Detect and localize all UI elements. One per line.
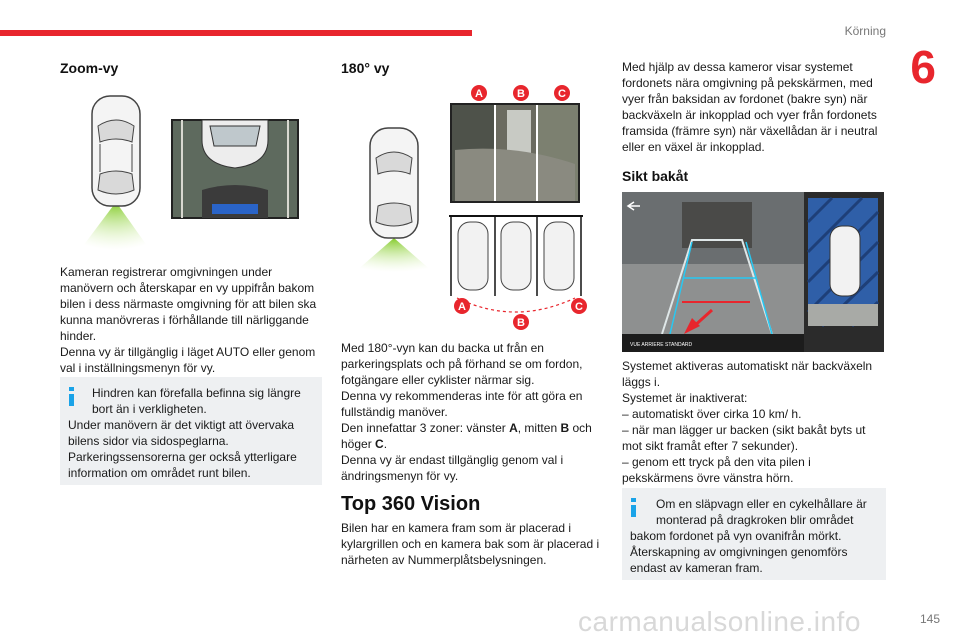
top-360-heading: Top 360 Vision (341, 493, 481, 515)
zone-c-text: C (375, 437, 384, 451)
chapter-number: 6 (910, 41, 936, 93)
view-180-heading: 180° vy (341, 60, 390, 76)
text-line: Med 180°-vyn kan du backa ut från en (341, 341, 544, 355)
text-line: eller en växel är inkopplad. (622, 140, 765, 154)
top-360-description (341, 520, 605, 568)
text-line: hinder. (60, 329, 97, 343)
marker-c-label: C (558, 88, 566, 100)
text-span: och (569, 421, 592, 435)
text-line: fordonets nära omgivning på pekskärmen, med (622, 76, 873, 90)
car-top-icon (830, 226, 860, 296)
zone-b-text: B (560, 421, 570, 435)
text-line: bort än i verkligheten. (92, 402, 207, 416)
text-line: Hindren kan förefalla befinna sig längre (92, 386, 301, 400)
text-line: bilens sidor via sidospeglarna. (68, 434, 229, 448)
warning-note-box (60, 377, 322, 485)
view-180-description (341, 340, 605, 484)
zones-line (341, 420, 605, 436)
view-180-illustration (341, 82, 591, 332)
text-line: mot sikt framåt efter 7 sekunder). (622, 439, 799, 453)
text-line: manövern och återskapar en vy uppifrån bakom (60, 281, 315, 295)
text-span: . (383, 437, 388, 451)
text-line: Denna vy är tillgänglig i läget AUTO eller genom (60, 345, 316, 359)
text-line: bilen i dess närmaste omgivning för att bilen ska (60, 297, 317, 311)
text-line: Parkeringssensorerna ger också ytterligare (68, 450, 297, 464)
text-line: Om en släpvagn eller en cykelhållare är (656, 497, 867, 511)
text-line: Under manövern är det viktigt att övervaka (68, 418, 295, 432)
marker-b-label: B (517, 88, 525, 100)
text-line: – genom ett tryck på den vita pilen i (622, 455, 811, 469)
text-line: information om området runt bilen. (68, 466, 251, 480)
marker-a-label: A (458, 301, 466, 313)
zoom-view-illustration (60, 90, 310, 250)
car-top-icon (370, 128, 418, 238)
section-title: Körning (844, 24, 886, 38)
text-line: ändringsmenyn för vy. (341, 469, 459, 483)
info-icon (631, 505, 636, 517)
text-line: Kameran registrerar omgivningen under (60, 265, 273, 279)
marker-a-label: A (475, 88, 483, 100)
text-line: läggs i. (622, 375, 661, 389)
text-line: Med hjälp av dessa kameror visar systemet (622, 60, 853, 74)
panoramic-camera-view (451, 104, 579, 202)
text-line: endast av kameran fram. (630, 561, 763, 575)
text-line: fullständig manöver. (341, 405, 448, 419)
intro-text (622, 59, 886, 155)
zoom-view-heading: Zoom-vy (60, 60, 119, 76)
text-line: Denna vy rekommenderas inte för att göra en (341, 389, 583, 403)
page-number: 145 (919, 612, 940, 626)
text-line: – automatiskt över cirka 10 km/ h. (622, 407, 802, 421)
text-line: kunna manövreras i förhållande till närliggande (60, 313, 309, 327)
text-line: monterad på dragkroken blir området (656, 513, 854, 527)
text-line: närheten av Nummerplåtsbelysningen. (341, 553, 547, 567)
text-line: pekskärmens övre vänstra hörn. (622, 471, 794, 485)
screen-label: VUE ARRIERE STANDARD (630, 342, 693, 348)
parking-diagram (449, 216, 583, 312)
car-top-icon (92, 96, 140, 206)
zoom-camera-view (172, 120, 298, 218)
text-span: höger (341, 437, 376, 451)
marker-c-label: C (575, 301, 583, 313)
text-line: framsida (främre syn) när växellådan är i neutral (622, 124, 878, 138)
text-line: – när man lägger ur backen (sikt bakåt byts ut (622, 423, 866, 437)
zones-line-2 (341, 436, 605, 452)
text-span: Den innefattar 3 zoner: vänster (341, 421, 510, 435)
text-line: parkeringsplats och på förhand se om fordon, (341, 357, 583, 371)
text-line: Systemet aktiveras automatiskt när backväxeln (622, 359, 873, 373)
rear-view-screen (622, 192, 884, 352)
text-line: val i inställningsmenyn för vy. (60, 361, 216, 375)
rear-view-description (622, 358, 886, 486)
text-line: fotgängare eller cyklister närmar sig. (341, 373, 535, 387)
text-line: vyer från baksidan av fordonet (bakre syn) när (622, 92, 868, 106)
header-red-bar (0, 30, 472, 36)
rear-view-heading: Sikt bakåt (622, 168, 689, 184)
watermark: carmanualsonline.info (578, 606, 861, 637)
text-line: Återskapning av omgivningen genomförs (630, 545, 848, 559)
text-line: bakom fordonet på vyn ovanifrån mörkt. (630, 529, 842, 543)
zoom-view-description (60, 264, 322, 376)
text-line: Systemet är inaktiverat: (622, 391, 748, 405)
text-line: Denna vy är endast tillgänglig genom val i (341, 453, 564, 467)
text-span: , mitten (517, 421, 561, 435)
text-line: kylargrillen och en kamera bak som är placerad i (341, 537, 600, 551)
text-line: Bilen har en kamera fram som är placerad i (341, 521, 572, 535)
info-note-box (622, 488, 886, 580)
text-line: backväxeln är inkopplad och vyer från fordonets (622, 108, 877, 122)
zone-a-text: A (509, 421, 518, 435)
marker-b-label: B (517, 317, 525, 329)
info-icon (69, 394, 74, 406)
